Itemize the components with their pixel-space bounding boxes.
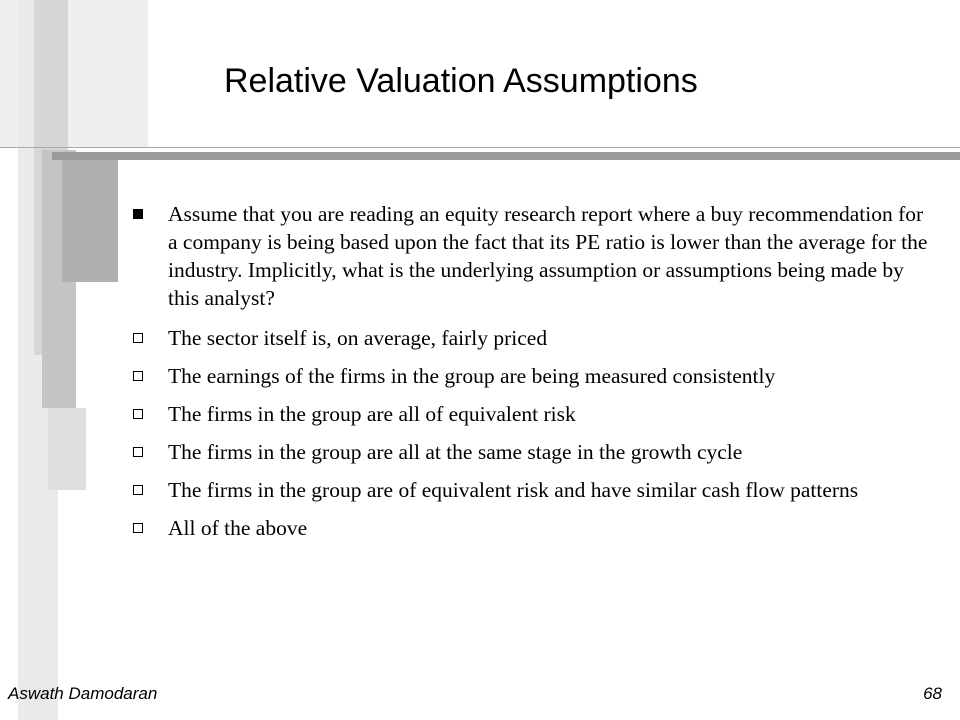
option-text: The sector itself is, on average, fairly priced: [168, 326, 548, 350]
main-bullet: [132, 200, 932, 312]
option-item: [132, 362, 932, 390]
option-text: The firms in the group are all of equivalent risk: [168, 402, 576, 426]
option-item: [132, 514, 932, 542]
title-divider-thin: [0, 147, 960, 148]
hollow-square-bullet-icon: [133, 485, 143, 495]
option-item: [132, 438, 932, 466]
page-number: 68: [923, 684, 942, 703]
footer-author: Aswath Damodaran: [8, 684, 158, 703]
slide-title: Relative Valuation Assumptions: [224, 62, 698, 100]
hollow-square-bullet-icon: [133, 371, 143, 381]
option-text: The firms in the group are of equivalent risk and have similar cash flow patterns: [168, 478, 859, 502]
hollow-square-bullet-icon: [133, 409, 143, 419]
hollow-square-bullet-icon: [133, 523, 143, 533]
filled-square-bullet-icon: [133, 209, 143, 219]
option-item: [132, 324, 932, 352]
slide-body: [132, 200, 932, 552]
title-divider: [52, 152, 960, 160]
main-bullet-text: Assume that you are reading an equity research report where a buy recommendation for a company is being based upon the fact that its PE ratio is lower than the average for the industry. Implicitly, what is the underlying assumption or assumptions being made by this analyst?: [168, 202, 928, 310]
option-text: The earnings of the firms in the group are being measured consistently: [168, 364, 776, 388]
option-item: [132, 476, 932, 504]
decorative-bar: [48, 408, 86, 490]
hollow-square-bullet-icon: [133, 447, 143, 457]
option-text: The firms in the group are all at the same stage in the growth cycle: [168, 440, 743, 464]
hollow-square-bullet-icon: [133, 333, 143, 343]
option-text: All of the above: [168, 516, 308, 540]
decorative-bar: [62, 160, 118, 282]
option-item: [132, 400, 932, 428]
